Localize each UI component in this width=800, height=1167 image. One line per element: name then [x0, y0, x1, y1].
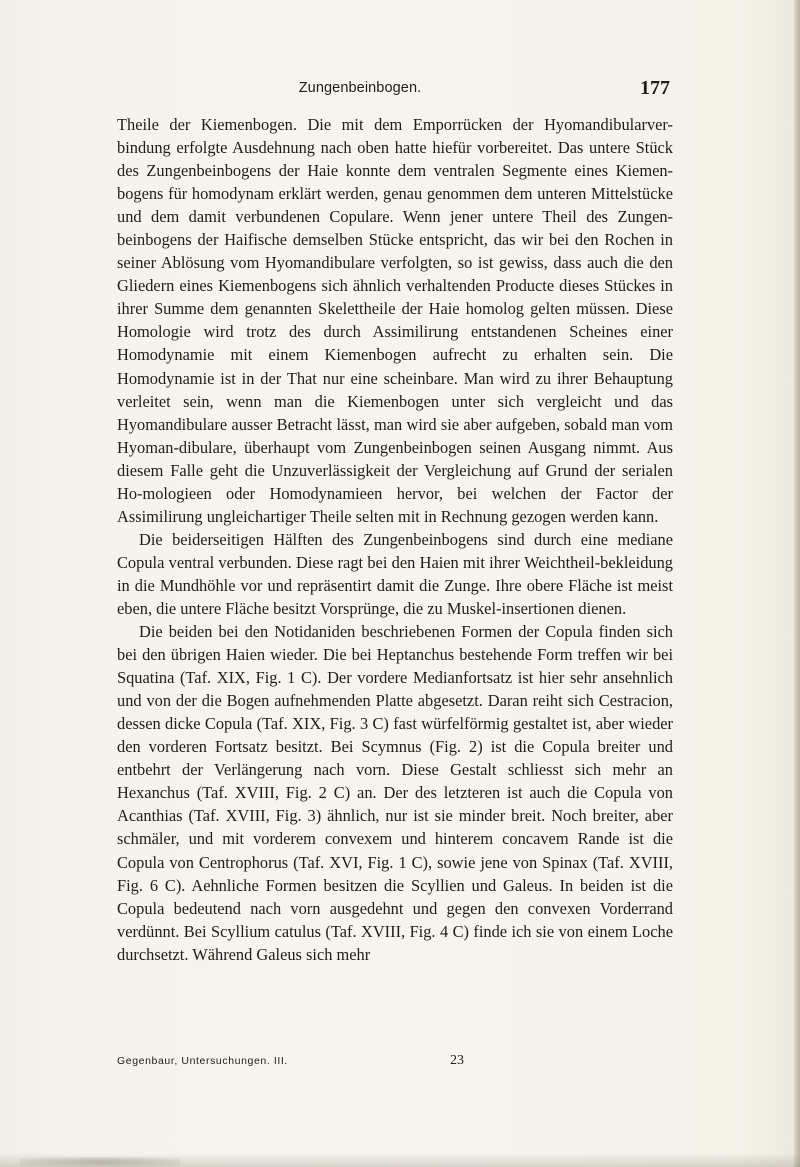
- page-footer: [117, 1055, 673, 1073]
- page-edge: [794, 0, 800, 1167]
- paragraph-2: Die beiderseitigen Hälften des Zungenbeinbogens sind durch eine mediane Copula ventral verbunden. Diese ragt bei den Haien mit ihrer Weichtheil-bekleidung in die Mundhöhle vor und repräsentirt damit die Zunge. Ihre obere Fläche ist meist eben, die untere Fläche besitzt Vorsprünge, die zu Muskel-insertionen dienen.: [117, 529, 673, 618]
- paragraph-1: Theile der Kiemenbogen. Die mit dem Emporrücken der Hyomandibularver-bindung erfolgte Ausdehnung nach oben hatte hiefür vorbereitet. Das untere Stück des Zungenbeinbogens der Haie konnte dem ventralen Segmente eines Kiemen-bogens für homodynam erklärt werden, genau genommen dem unteren Mittelstücke und dem damit verbundenen Copulare. Wenn jener untere Theil des Zungen-beinbogens der Haifische demselben Stücke entspricht, das wir bei den Rochen in seiner Ablösung vom Hyomandibulare verfolgten, so ist gewiss, dass auch die den Gliedern eines Kiemenbogens sich ähnlich verhaltenden Producte dieses Stückes in ihrer Summe dem genannten Skelettheile der Haie homolog gelten müssen. Diese Homologie wird trotz des durch Assimilirung entstandenen Scheines einer Homodynamie mit einem Kiemenbogen aufrecht zu erhalten sein. Die Homodynamie ist in der That nur eine scheinbare. Man wird zu ihrer Behauptung verleitet sein, wenn man die Kiemenbogen unter sich vergleicht und das Hyomandibulare ausser Betracht lässt, man wird sie aber aufgeben, sobald man vom Hyoman-dibulare, überhaupt vom Zungenbeinbogen seinen Ausgang nimmt. Aus diesem Falle geht die Unzuverlässigkeit der Vergleichung auf Grund der serialen Ho-mologieen oder Homodynamieen hervor, bei welchen der Factor der Assimilirung ungleichartiger Theile selten mit in Rechnung gezogen werden kann.: [117, 115, 673, 526]
- page-number: 177: [640, 77, 670, 99]
- page-header: [0, 77, 800, 106]
- body-text: [117, 113, 673, 966]
- paragraph-3: Die beiden bei den Notidaniden beschriebenen Formen der Copula finden sich bei den übrigen Haien wieder. Die bei Heptanchus bestehende Form treffen wir bei Squatina (Taf. XIX, Fig. 1 C). Der vordere Medianfortsatz ist hier sehr ansehnlich und von der die Bogen aufnehmenden Platte abgesetzt. Daran reiht sich Cestracion, dessen dicke Copula (Taf. XIX, Fig. 3 C) fast würfelförmig gestaltet ist, aber wieder den vorderen Fortsatz besitzt. Bei Scymnus (Fig. 2) ist die Copula breiter und entbehrt der Verlängerung nach vorn. Diese Gestalt schliesst sich mehr an Hexanchus (Taf. XVIII, Fig. 2 C) an. Der des letzteren ist auch die Copula von Acanthias (Taf. XVIII, Fig. 3) ähnlich, nur ist sie minder breit. Noch breiter, aber schmäler, und mit vorderem convexem und hinterem concavem Rande ist die Copula von Centrophorus (Taf. XVI, Fig. 1 C), sowie jene von Spinax (Taf. XVIII, Fig. 6 C). Aehnliche Formen besitzen die Scyllien und Galeus. In beiden ist die Copula bedeutend nach vorn ausgedehnt und gegen den convexen Vorderrand verdünnt. Bei Scyllium catulus (Taf. XVIII, Fig. 4 C) finde ich sie von einem Loche durchsetzt. Während Galeus sich mehr: [117, 622, 673, 964]
- printer-signature: Gegenbaur, Untersuchungen. III.: [117, 1055, 288, 1067]
- running-title: Zungenbeinbogen.: [298, 80, 422, 96]
- sheet-signature: 23: [450, 1053, 464, 1068]
- scan-smudge: [20, 1157, 180, 1167]
